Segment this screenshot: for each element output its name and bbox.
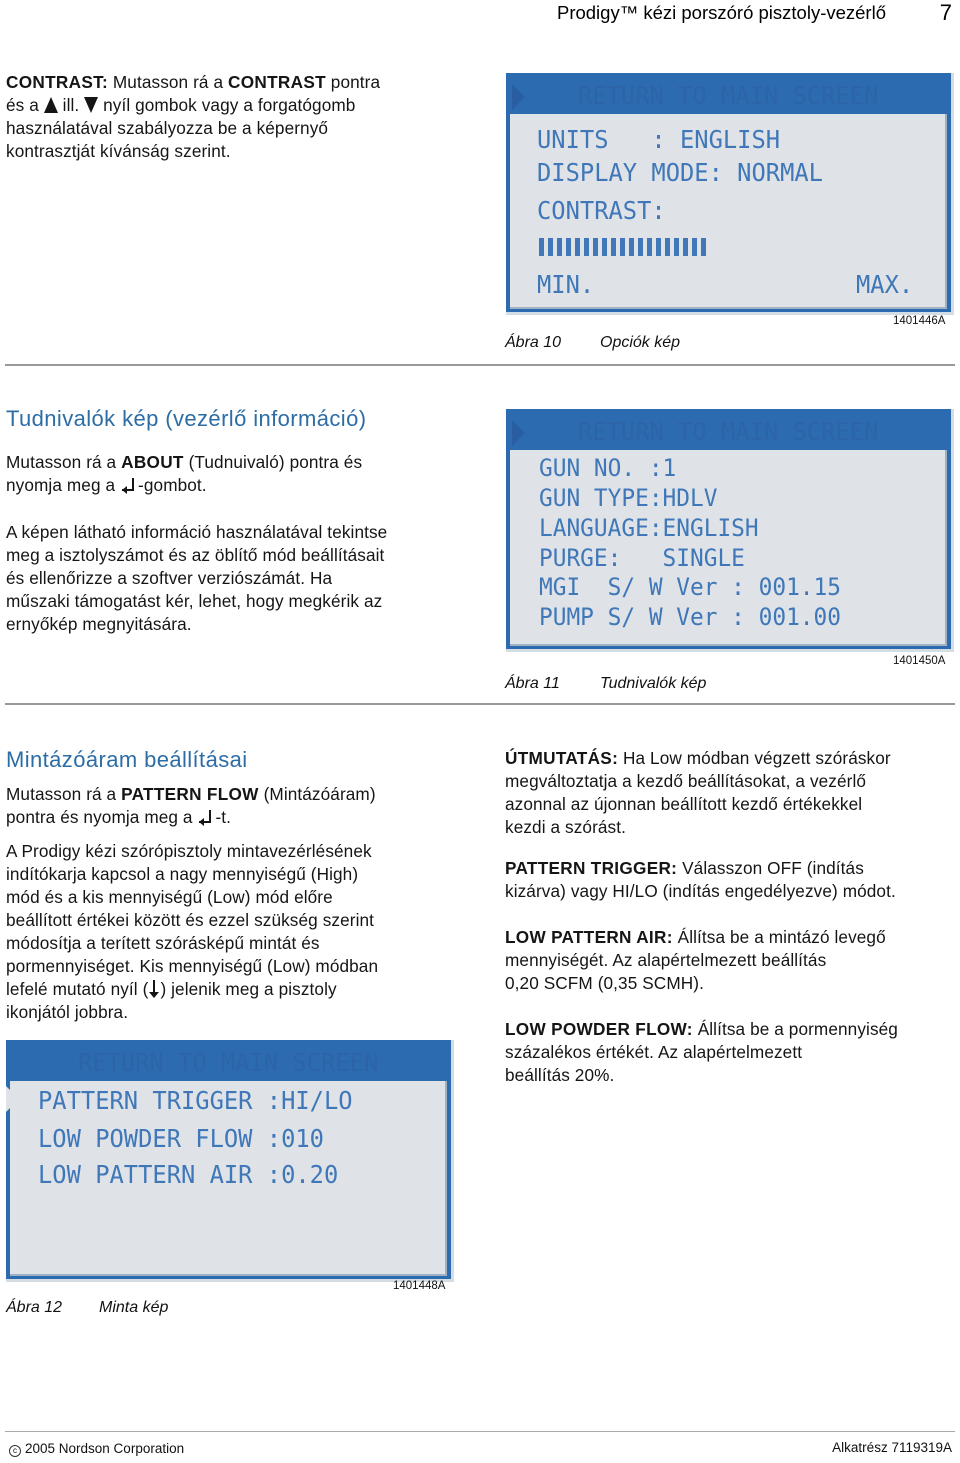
- pattern-text-4: -t.: [215, 807, 232, 827]
- section-divider: [5, 703, 955, 705]
- low-pattern-air-paragraph: [505, 926, 960, 995]
- contrast-line-3: használatával szabályozza be a képernyő: [6, 118, 329, 138]
- pattern-paragraph-1: [6, 783, 476, 829]
- figure-10-title: Opciók kép: [600, 334, 681, 351]
- about-text-4: -gombot.: [138, 475, 207, 495]
- about-text-3: nyomja meg a: [6, 475, 116, 495]
- language-line: LANGUAGE:ENGLISH: [539, 514, 759, 542]
- contrast-line: CONTRAST:: [537, 196, 666, 225]
- selection-pointer-icon: [512, 84, 525, 110]
- contrast-bar-segment: [647, 238, 652, 256]
- enter-key-icon: [122, 478, 136, 494]
- pattern-trigger-line: Válasszon OFF (indítás: [682, 858, 864, 878]
- footer-copyright: [9, 1441, 184, 1457]
- pattern-paragraph-2: [6, 840, 476, 1024]
- gun-type-line: GUN TYPE:HDLV: [539, 484, 718, 512]
- copyright-icon: c: [9, 1445, 21, 1457]
- pattern-p2-line: A Prodigy kézi szórópisztoly mintavezérlésének: [6, 841, 372, 861]
- max-label: MAX.: [856, 270, 914, 299]
- pattern-screen-lcd: [6, 1040, 454, 1282]
- pattern-p2-line: lefelé mutató nyíl (: [6, 979, 149, 999]
- low-powder-flow-line: LOW POWDER FLOW :010: [38, 1124, 324, 1153]
- low-powder-flow-line: Állítsa be a pormennyiség: [697, 1019, 898, 1039]
- pattern-text-1: Mutasson rá a: [6, 784, 117, 804]
- low-powder-flow-line: százalékos értékét. Az alapértelmezett: [505, 1042, 803, 1062]
- contrast-bar-segment: [665, 238, 670, 256]
- low-powder-flow-label: LOW POWDER FLOW:: [505, 1019, 693, 1039]
- pattern-p2-line: beállított értékei között és ezzel szükség szerint: [6, 910, 375, 930]
- selection-pointer-icon: [6, 1086, 19, 1112]
- about-p2-line: A képen látható információ használatával tekintse: [6, 522, 388, 542]
- purge-line: PURGE: SINGLE: [539, 544, 745, 572]
- contrast-bar-segment: [620, 238, 625, 256]
- about-p2-line: meg a isztolyszámot és az öblítő mód beállításait: [6, 545, 385, 565]
- about-paragraph-1: [6, 451, 476, 497]
- contrast-text-1: Mutasson rá a: [112, 72, 224, 92]
- units-line: UNITS : ENGLISH: [537, 125, 781, 154]
- pattern-p2-line: ikonjától jobbra.: [6, 1002, 129, 1022]
- about-paragraph-2: [6, 521, 476, 636]
- note-line: kezdi a szórást.: [505, 817, 627, 837]
- about-p2-line: műszaki támogatást kér, lehet, hogy megkérik az: [6, 591, 383, 611]
- low-pattern-air-line: 0,20 SCFM (0,35 SCMH).: [505, 973, 704, 993]
- contrast-bar-segment: [692, 238, 697, 256]
- enter-key-icon: [199, 810, 213, 826]
- pump-version-line: PUMP S/ W Ver : 001.00: [539, 603, 841, 631]
- low-pattern-air-line: mennyiségét. Az alapértelmezett beállítás: [505, 950, 827, 970]
- pattern-p2-line: indítókarja kapcsol a nagy mennyiségű (High): [6, 864, 359, 884]
- low-pattern-air-line: Állítsa be a mintázó levegő: [677, 927, 886, 947]
- min-label: MIN.: [537, 270, 595, 299]
- footer-part-number: Alkatrész 7119319A: [832, 1440, 952, 1455]
- contrast-bar-segment: [548, 238, 553, 256]
- return-to-main-screen: RETURN TO MAIN SCREEN: [578, 417, 879, 446]
- page-number: 7: [939, 0, 952, 25]
- contrast-text-3: és a: [6, 95, 39, 115]
- figure-10-number: Ábra 10: [505, 334, 562, 351]
- contrast-bar-segment: [611, 238, 616, 256]
- gun-number-line: GUN NO. :1: [539, 454, 677, 482]
- note-paragraph: [505, 747, 960, 839]
- pattern-keyword: PATTERN FLOW: [121, 784, 259, 804]
- contrast-bar-segment: [593, 238, 598, 256]
- figure-12-number: Ábra 12: [6, 1299, 63, 1316]
- pattern-p2-line: ) jelenik meg a pisztoly: [160, 979, 337, 999]
- figure-12-title: Minta kép: [99, 1299, 169, 1316]
- contrast-bar-segment: [602, 238, 607, 256]
- pattern-trigger-line: PATTERN TRIGGER :HI/LO: [38, 1086, 353, 1115]
- figure-12-part-number: 1401448A: [393, 1280, 446, 1292]
- contrast-bar-segment: [584, 238, 589, 256]
- about-text-1: Mutasson rá a: [6, 452, 117, 472]
- display-mode-line: DISPLAY MODE: NORMAL: [537, 158, 823, 187]
- contrast-bar-segment: [656, 238, 661, 256]
- contrast-line-4: kontrasztját kívánság szerint.: [6, 141, 231, 161]
- pattern-trigger-label: PATTERN TRIGGER:: [505, 858, 678, 878]
- selection-pointer-icon: [512, 420, 525, 446]
- contrast-bar-segment: [566, 238, 571, 256]
- pattern-heading: Mintázóáram beállításai: [6, 747, 248, 772]
- pattern-screen-body: [10, 1081, 447, 1276]
- figure-11-number: Ábra 11: [505, 675, 560, 692]
- contrast-paragraph: [6, 71, 476, 163]
- low-powder-flow-paragraph: [505, 1018, 960, 1087]
- pattern-p2-line: mód és a kis mennyiségű (Low) mód előre: [6, 887, 333, 907]
- low-powder-flow-line: beállítás 20%.: [505, 1065, 615, 1085]
- footer-divider: [5, 1431, 955, 1432]
- pattern-p2-line: módosítja a terített szórásképű mintát és: [6, 933, 320, 953]
- pattern-trigger-line: kizárva) vagy HI/LO (indítás engedélyezve) módot.: [505, 881, 896, 901]
- about-text-2: (Tudnuivaló) pontra és: [188, 452, 363, 472]
- figure-11-title: Tudnivalók kép: [600, 675, 707, 692]
- copyright-text: 2005 Nordson Corporation: [25, 1441, 185, 1456]
- return-to-main-screen: RETURN TO MAIN SCREEN: [578, 81, 879, 110]
- pattern-text-3: pontra és nyomja meg a: [6, 807, 193, 827]
- down-arrow-icon: [84, 97, 98, 113]
- about-screen-body: [510, 450, 947, 646]
- contrast-bar-segment: [674, 238, 679, 256]
- about-p2-line: és ellenőrizze a szoftver verziószámát. Ha: [6, 568, 333, 588]
- about-keyword: ABOUT: [121, 452, 184, 472]
- contrast-bar-segment: [701, 238, 706, 256]
- low-pattern-air-label: LOW PATTERN AIR:: [505, 927, 673, 947]
- pattern-trigger-paragraph: [505, 857, 960, 903]
- options-screen-body: [510, 114, 947, 309]
- low-pattern-air-line: LOW PATTERN AIR :0.20: [38, 1160, 339, 1189]
- contrast-text-5: nyíl gombok vagy a forgatógomb: [103, 95, 356, 115]
- contrast-bar-segment: [629, 238, 634, 256]
- pattern-p2-line: pormennyiséget. Kis mennyiségű (Low) módban: [6, 956, 379, 976]
- note-label: ÚTMUTATÁS:: [505, 748, 619, 768]
- contrast-label: CONTRAST:: [6, 72, 108, 92]
- figure-11-part-number: 1401450A: [893, 655, 946, 667]
- about-screen-lcd: [506, 409, 954, 652]
- contrast-bar-segment: [539, 238, 544, 256]
- about-p2-line: ernyőkép megnyitására.: [6, 614, 192, 634]
- note-line: Ha Low módban végzett szóráskor: [623, 748, 891, 768]
- running-header-title: Prodigy™ kézi porszóró pisztoly-vezérlő: [556, 2, 886, 23]
- up-arrow-icon: [44, 97, 58, 113]
- contrast-level-bar: [539, 238, 919, 256]
- mgi-version-line: MGI S/ W Ver : 001.15: [539, 573, 841, 601]
- contrast-bar-segment: [683, 238, 688, 256]
- contrast-keyword: CONTRAST: [228, 72, 326, 92]
- return-to-main-screen: RETURN TO MAIN SCREEN: [78, 1048, 379, 1077]
- section-divider: [5, 364, 955, 366]
- low-mode-down-arrow-icon: [148, 980, 160, 998]
- contrast-bar-segment: [575, 238, 580, 256]
- figure-10-part-number: 1401446A: [893, 315, 946, 327]
- options-screen-lcd: [506, 73, 954, 315]
- about-heading: Tudnivalók kép (vezérlő információ): [6, 406, 367, 431]
- pattern-text-2: (Mintázóáram): [263, 784, 376, 804]
- contrast-text-2: pontra: [330, 72, 381, 92]
- note-line: megváltoztatja a kezdő beállításokat, a vezérlő: [505, 771, 867, 791]
- contrast-bar-segment: [638, 238, 643, 256]
- note-line: azonnal az újonnan beállított kezdő értékekkel: [505, 794, 863, 814]
- contrast-text-4: ill.: [62, 95, 80, 115]
- contrast-bar-segment: [557, 238, 562, 256]
